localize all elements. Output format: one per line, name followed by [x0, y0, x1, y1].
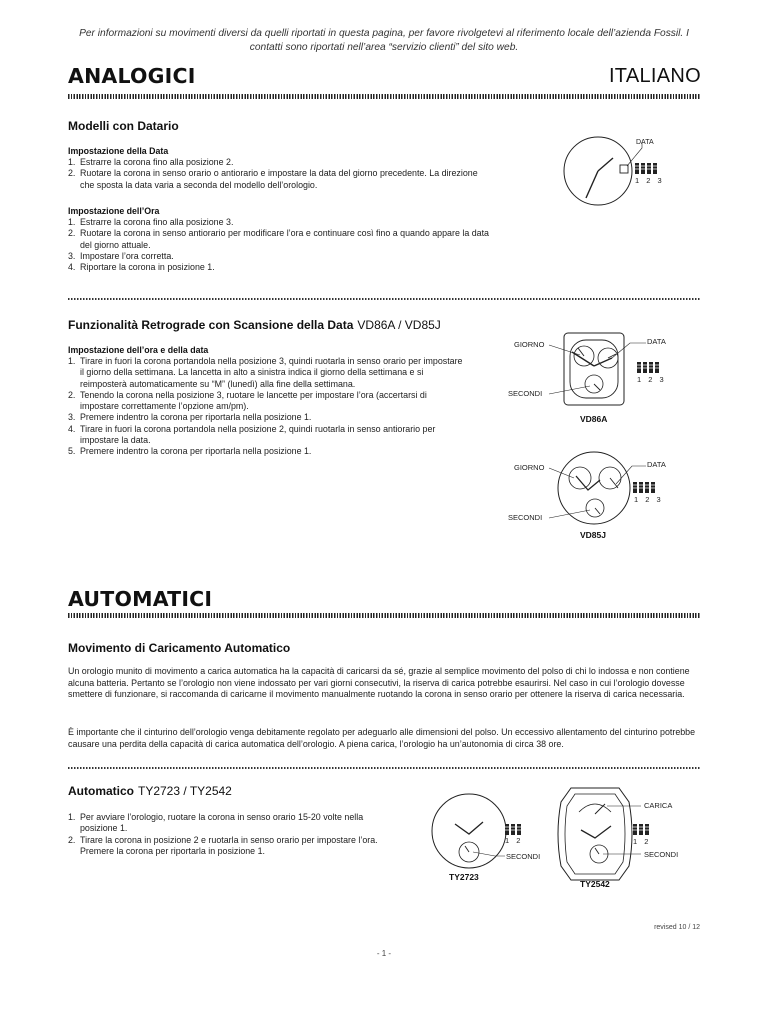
diagram-vd85j — [500, 448, 700, 548]
dotted-divider — [68, 767, 701, 769]
positions-label: 1 2 3 — [634, 495, 664, 504]
crown-positions-icon — [632, 824, 650, 835]
list-item: 1. Per avviare l’orologio, ruotare la corona in senso orario 15-20 volte nella posizione 1. — [68, 812, 364, 834]
crown-positions-icon — [504, 824, 522, 835]
header-rule — [68, 94, 701, 99]
label-giorno: GIORNO — [514, 463, 545, 472]
section-title-automatici: AUTOMATICI — [68, 587, 213, 611]
diagram-ty2723 — [425, 786, 555, 886]
list-item: 2. Ruotare la corona in senso antiorario per modificare l’ora e continuare così fino a quando appare la data del giorno attuale. — [68, 228, 489, 250]
language-label: ITALIANO — [608, 65, 701, 87]
page-number: - 1 - — [376, 949, 392, 958]
list-item: 2. Ruotare la corona in senso orario o antiorario e impostare la data del giorno precedente. La direzione che sposta la data varia a seconda del modello dell’orologio. — [68, 168, 478, 190]
dotted-divider — [68, 298, 701, 300]
list-item: 1. Tirare in fuori la corona portandola nella posizione 3, quindi ruotarla in senso orario per impostare il giorno della settimana. La lancetta in alto a sinistra indica il giorno della settimana e si reimposterà automaticamente su “M” (lunedì) alla fine della settimana. — [68, 356, 463, 389]
list-item: 2. Tirare la corona in posizione 2 e ruotarla in senso orario per impostare l’ora. Premere la corona per riportarla in posizione 1. — [68, 834, 378, 856]
subheading-data: Impostazione della Data — [68, 146, 169, 156]
diagram-datario — [550, 128, 680, 208]
model-codes: VD86A / VD85J — [357, 318, 441, 332]
positions-label: 1 2 3 — [637, 375, 667, 384]
list-item: 4. Tirare in fuori la corona portandola nella posizione 2, quindi ruotarla in senso antiorario per impostare la data. — [68, 423, 436, 446]
paragraph-movimento: Un orologio munito di movimento a carica automatica ha la capacità di caricarsi da sé, grazie al semplice movimento del polso di chi lo indossa e non contiene alcuna batteria. Pertanto se l’orologio non viene indossato per vari giorni consecutivi, la riserva di carica potrebbe esaurirsi. Nel caso in cui l’orologio dovesse smettere di funzionare, si raccomanda di caricarne il movimento manualmente ruotando la corona in senso orario per ottenere la riserva di carica necessaria. — [68, 666, 690, 700]
model-label-vd86a: VD86A — [580, 414, 608, 424]
label-data: DATA — [636, 139, 654, 146]
heading-modelli-datario: Modelli con Datario — [68, 119, 179, 133]
crown-positions-icon — [632, 482, 656, 493]
paragraph-cinturino: È importante che il cinturino dell’orologio venga debitamente regolato per adeguarlo alle dimensioni del polso. Un eccessivo allentamento del cinturino potrebbe causare una perdita della capacità di carica automatica dell’orologio. A piena carica, l’orologio ha un’autonomia di circa 38 ore. — [68, 727, 696, 749]
intro-note: Per informazioni su movimenti diversi da quelli riportati in questa pagina, per favore rivolgetevi al riferimento locale dell’azienda Fossil. I contatti sono riportati nell’area “servizio clienti” del sito web. — [79, 28, 689, 53]
list-item: 1. Estrarre la corona fino alla posizione 2. — [68, 157, 234, 167]
crown-positions-icon — [636, 362, 660, 373]
label-secondi: SECONDI — [508, 389, 543, 398]
diagram-ty2542 — [555, 786, 705, 890]
steps-automatico — [68, 812, 388, 857]
positions-label: 1 2 — [505, 836, 523, 845]
subheading-ora: Impostazione dell’Ora — [68, 206, 160, 216]
revision-note: revised 10 / 12 — [654, 924, 700, 931]
model-label-ty2723: TY2723 — [449, 872, 479, 882]
steps-retrograde — [68, 356, 468, 458]
model-label-vd85j: VD85J — [580, 530, 606, 540]
label-secondi: SECONDI — [508, 513, 543, 522]
positions-label: 1 2 — [633, 837, 651, 846]
list-item: 2. Tenendo la corona nella posizione 3, ruotare le lancette per impostare l’ora (accertarsi di impostare correttamente l’opzione am/pm). — [68, 389, 427, 412]
steps-data — [68, 157, 493, 191]
label-data: DATA — [647, 337, 666, 346]
subheading-ora-data: Impostazione dell’ora e della data — [68, 345, 209, 355]
header-rule — [68, 613, 701, 618]
diagram-vd86a — [500, 328, 700, 428]
model-label-ty2542: TY2542 — [580, 879, 610, 889]
crown-positions-icon — [634, 163, 658, 174]
section-title-analogici: ANALOGICI — [68, 64, 196, 88]
model-codes: TY2723 / TY2542 — [138, 784, 232, 798]
label-carica: CARICA — [644, 801, 673, 810]
heading-automatico: Automatico TY2723 / TY2542 — [68, 784, 232, 798]
positions-label: 1 2 3 — [635, 176, 665, 185]
label-giorno: GIORNO — [514, 340, 545, 349]
label-secondi: SECONDI — [506, 852, 541, 861]
steps-ora — [68, 217, 493, 273]
list-item: 5. Premere indentro la corona per riportarla nella posizione 1. — [68, 446, 312, 457]
list-item: 3. Impostare l’ora corretta. — [68, 250, 174, 261]
list-item: 1. Estrarre la corona fino alla posizione 3. — [68, 217, 234, 227]
label-secondi: SECONDI — [644, 850, 679, 859]
heading-movimento: Movimento di Caricamento Automatico — [68, 641, 291, 655]
list-item: 3. Premere indentro la corona per riportarla nella posizione 1. — [68, 412, 312, 423]
heading-retrograde: Funzionalità Retrograde con Scansione della Data VD86A / VD85J — [68, 318, 441, 332]
list-item: 4. Riportare la corona in posizione 1. — [68, 262, 215, 273]
label-data: DATA — [647, 460, 666, 469]
